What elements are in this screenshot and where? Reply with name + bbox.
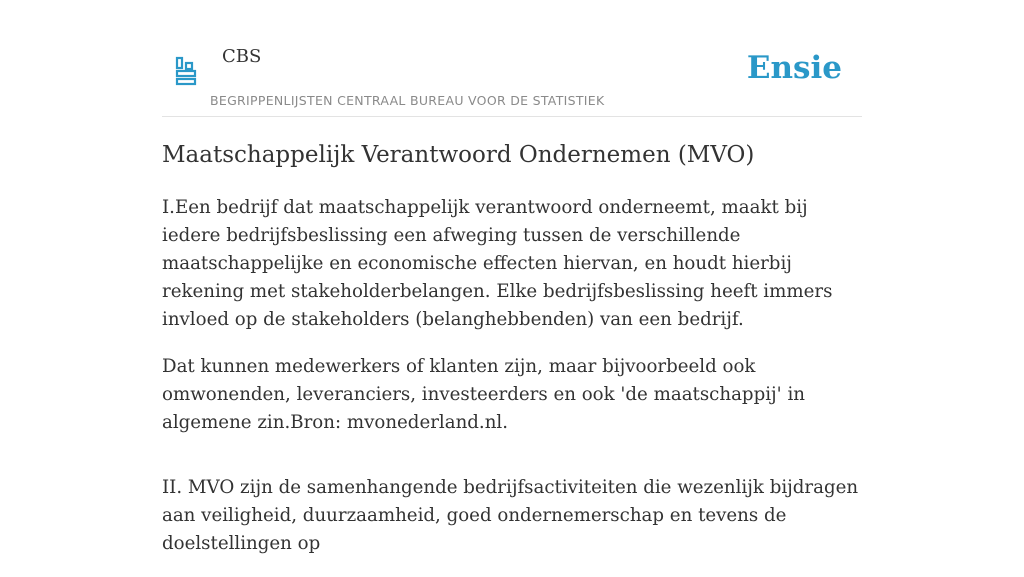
page-header — [162, 0, 862, 117]
definition-paragraph: Dat kunnen medewerkers of klanten zijn, maar bijvoorbeeld ook omwonenden, leveranciers, investeerders en ook 'de maatschappij' in algemene zin.Bron: mvonederland.nl. — [162, 356, 805, 433]
source-subtitle[interactable]: BEGRIPPENLIJSTEN CENTRAAL BUREAU VOOR DE STATISTIEK — [210, 93, 605, 108]
term-title: Maatschappelijk Verantwoord Ondernemen (MVO) — [162, 142, 755, 168]
ensie-brand-logo[interactable]: Ensie — [746, 50, 842, 86]
source-name[interactable]: CBS — [222, 46, 262, 67]
article — [162, 138, 862, 577]
definition-paragraph: I.Een bedrijf dat maatschappelijk verantwoord onderneemt, maakt bij iedere bedrijfsbeslissing een afweging tussen de verschillende maatschappelijke en economische effecten hiervan, en houdt hierbij rekening met stakeholderbelangen. Elke bedrijfsbeslissing heeft immers invloed op de stakeholders (belanghebbenden) van een bedrijf. — [162, 197, 833, 330]
definition-paragraph: II. MVO zijn de samenhangende bedrijfsactiviteiten die wezenlijk bijdragen aan veiligheid, duurzaamheid, goed ondernemerschap en tevens de doelstellingen op — [162, 477, 859, 554]
cbs-logo-icon[interactable] — [174, 56, 198, 86]
